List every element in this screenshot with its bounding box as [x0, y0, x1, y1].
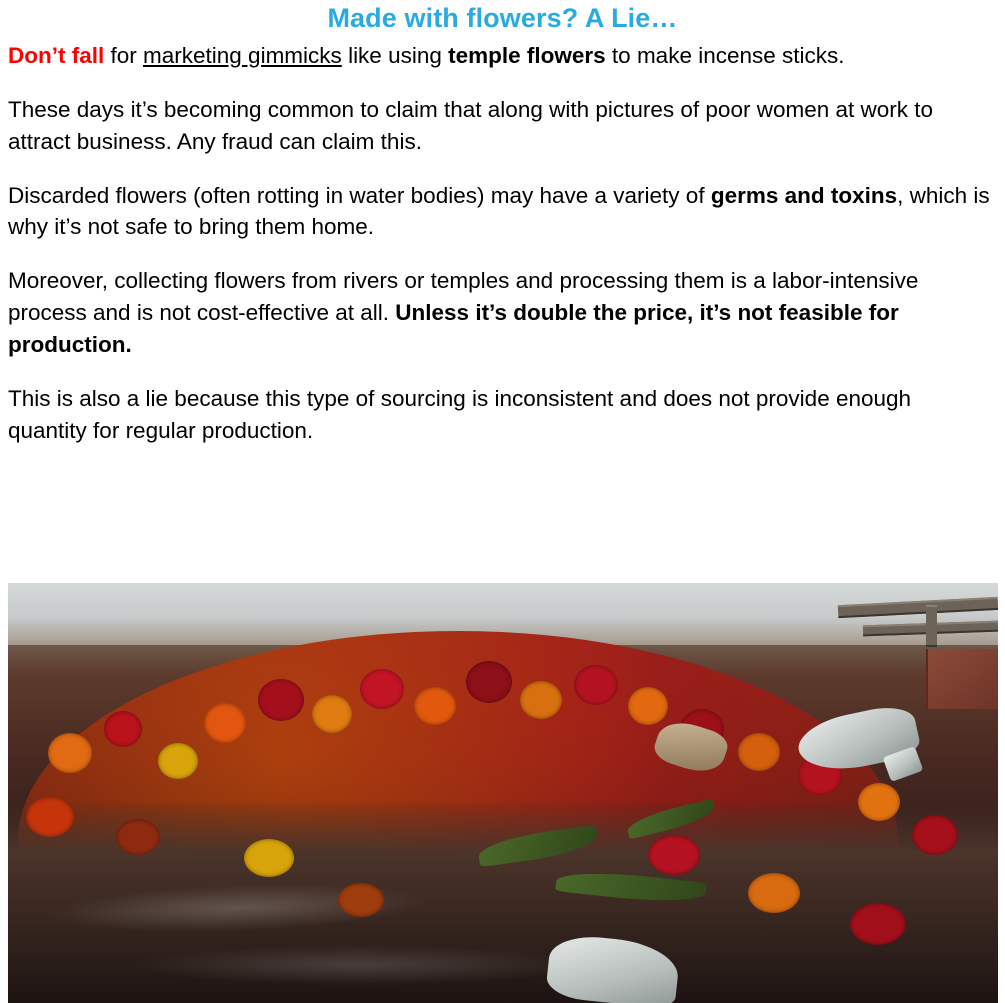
paragraph-1 [8, 40, 995, 72]
blossom [414, 687, 456, 725]
blossom [204, 703, 246, 743]
document-body [0, 40, 1005, 447]
text-run: like using [341, 42, 449, 68]
blossom [104, 711, 142, 747]
blossom [48, 733, 92, 773]
blossom [628, 687, 668, 725]
text-run: This is also a lie because this type of sourcing is inconsistent and does not provide enough quantity for regular production. [8, 386, 912, 444]
blossom [258, 679, 304, 721]
text-run: for [104, 42, 144, 68]
blossom [360, 669, 404, 709]
blossom [850, 903, 906, 945]
brick-block [926, 649, 998, 709]
water-sheen [128, 945, 588, 985]
text-run: Discarded flowers (often rotting in water bodies) may have a variety of [8, 182, 711, 208]
flower-waste-photo [8, 583, 998, 1003]
text-run: These days it’s becoming common to claim that along with pictures of poor women at work to attract business. Any fraud can claim this. [8, 96, 934, 154]
blossom [158, 743, 198, 779]
blossom [738, 733, 780, 771]
photo-canvas [8, 583, 998, 1003]
blossom [312, 695, 352, 733]
paragraph-2 [8, 94, 995, 158]
text-run: to make incense sticks. [605, 42, 845, 68]
emphasis-germs-toxins: germs and toxins [710, 182, 898, 208]
blossom [520, 681, 562, 719]
emphasis-temple-flowers: temple flowers [448, 42, 606, 68]
paragraph-5 [8, 383, 995, 447]
underlined-phrase: marketing gimmicks [143, 42, 342, 68]
text-run: Moreover, collecting flowers from rivers or temples and processing them is a labor-intensive process and is not cost-effective at all. [8, 268, 919, 326]
pipe-icon [926, 605, 937, 647]
blossom [574, 665, 618, 705]
blossom [858, 783, 900, 821]
warning-text: Don’t fall [8, 42, 105, 68]
blossom [26, 797, 74, 837]
paragraph-4 [8, 265, 995, 361]
blossom [466, 661, 512, 703]
blossom [912, 815, 958, 855]
text-run: , which is why it’s not safe to bring them home. [8, 182, 990, 240]
blossom [338, 883, 384, 917]
emphasis-not-feasible: Unless it’s double the price, it’s not feasible for production. [8, 300, 899, 358]
page-title: Made with flowers? A Lie… [327, 3, 678, 33]
blossom [648, 835, 700, 875]
blossom [116, 819, 160, 855]
paragraph-3 [8, 180, 995, 244]
blossom [244, 839, 294, 877]
blossom [748, 873, 800, 913]
